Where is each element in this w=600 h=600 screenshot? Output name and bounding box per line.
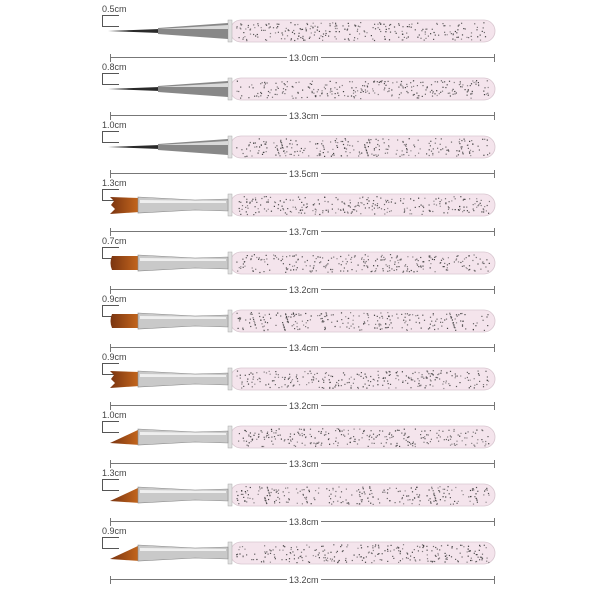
brush-row <box>0 120 600 178</box>
brush-angled-icon <box>100 481 500 509</box>
tip-size-label: 0.9cm <box>102 294 127 304</box>
brush-row <box>0 62 600 120</box>
tip-size-label: 0.5cm <box>102 4 127 14</box>
length-label: 13.8cm <box>289 517 319 527</box>
brush-liner-icon <box>100 17 500 45</box>
tip-size-label: 0.9cm <box>102 352 127 362</box>
brush-flat-icon <box>100 249 500 277</box>
length-label: 13.3cm <box>289 459 319 469</box>
length-label: 13.4cm <box>289 343 319 353</box>
brush-liner-icon <box>100 133 500 161</box>
tip-size-label: 1.0cm <box>102 410 127 420</box>
brush-row <box>0 352 600 410</box>
brush-row <box>0 236 600 294</box>
brush-row <box>0 410 600 468</box>
brush-angled-icon <box>100 423 500 451</box>
brush-row <box>0 4 600 62</box>
length-label: 13.0cm <box>289 53 319 63</box>
tip-size-label: 1.3cm <box>102 468 127 478</box>
brush-row <box>0 294 600 352</box>
length-label: 13.7cm <box>289 227 319 237</box>
tip-size-label: 0.8cm <box>102 62 127 72</box>
brush-row <box>0 526 600 584</box>
tip-size-label: 0.7cm <box>102 236 127 246</box>
length-label: 13.5cm <box>289 169 319 179</box>
length-label: 13.2cm <box>289 575 319 585</box>
brush-liner-icon <box>100 75 500 103</box>
tip-size-label: 1.0cm <box>102 120 127 130</box>
brush-angled-icon <box>100 539 500 567</box>
brush-fan-icon <box>100 365 500 393</box>
length-label: 13.3cm <box>289 111 319 121</box>
tip-size-label: 1.3cm <box>102 178 127 188</box>
brush-fan-icon <box>100 191 500 219</box>
length-label: 13.2cm <box>289 401 319 411</box>
length-label: 13.2cm <box>289 285 319 295</box>
tip-size-label: 0.9cm <box>102 526 127 536</box>
brush-row <box>0 178 600 236</box>
brush-flat-icon <box>100 307 500 335</box>
brush-row <box>0 468 600 526</box>
